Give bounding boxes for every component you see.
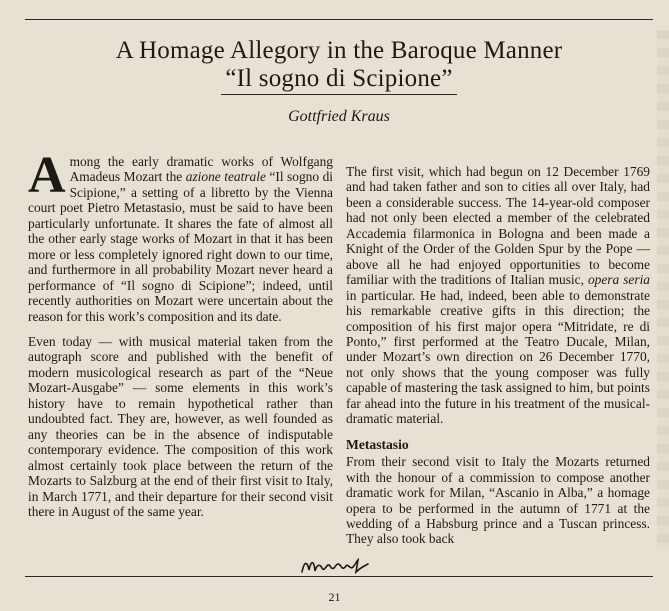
paragraph-intro-emphasis: azione teatrale: [185, 169, 266, 185]
mozart-signature-logo: [0, 556, 669, 576]
paragraph-first-visit-text-a: The first visit, which had begun on 12 December 1769 and had taken father and son to cities all over Italy, had been a considerable success. The 14-year-old composer had not only been elected a member of the celebrated Accademia filarmonica in Bologna and been made a Knight of the Order of the Golden Spur by the Pope — above all he had enjoyed opportunities to become familiar with the traditions of Italian music,: [346, 164, 650, 288]
article-title-line-2: [25, 66, 653, 91]
paragraph-second-visit: From their second visit to Italy the Mozarts returned with the honour of a commission to compose another dramatic work for Milan, “Ascanio in Alba,” a homage opera to be performed in the autumn of 1771 at the wedding of a Habsburg prince and a Tuscan princess. They also took back: [346, 454, 650, 547]
page-number: 21: [328, 590, 341, 604]
paragraph-intro-text-b: “Il sogno di Scipione,” a setting of a libretto by the Vienna court poet Pietro Metastasio, must be said to have been particularly unfortunate. It shares the fate of almost all the other early stage works of Mozart in that it has been more or less completely ignored right down to our time, and furthermore in all probability Mozart never heard a performance of “Il sogno di Scipione”; indeed, until recently authorities on Mozart were uncertain about the reason for this work’s composition and its date.: [28, 169, 333, 324]
left-column: [28, 147, 333, 529]
author-byline: Gottfried Kraus: [288, 108, 390, 125]
paragraph-first-visit-text-b: in particular. He had, indeed, been able to demonstrate his remarkable creative gifts in this direction; the composition of his first major opera “Mitridate, re di Ponto,” first performed at the Teatro Ducale, Milan, under Mozart’s own direction on 26 December 1770, not only shows that the young composer was fully capable of mastering the task assigned to him, but points far ahead into the future in his treatment of the musical-dramatic material.: [346, 287, 650, 427]
section-heading-metastasio: Metastasio: [346, 436, 409, 452]
show-through-text: [657, 30, 669, 550]
signature-icon: [298, 556, 372, 576]
drop-cap: A: [28, 147, 66, 204]
paragraph-intro: [28, 147, 333, 324]
right-column: [346, 164, 650, 557]
paragraph-even-today: Even today — with musical material taken from the autograph score and published with the benefit of modern musicological research as part of the “Neue Mozart-Ausgabe” — some elements in this work’s history have to remain hypothetical rather than undoubted fact. They are, however, as well founded as any theories can be in the absence of indisputable contemporary evidence. The composition of this work almost certainly took place between the return of the Mozarts to Salzburg at the end of their first visit to Italy, in March 1771, and their departure for their second visit there in August of the same year.: [28, 333, 333, 519]
article-title-line-2-text: “Il sogno di Scipione”: [221, 65, 456, 95]
bottom-rule: [25, 576, 653, 577]
paragraph-first-visit-emphasis: opera seria: [587, 272, 650, 288]
article-title-line-1: A Homage Allegory in the Baroque Manner: [115, 37, 563, 64]
paragraph-first-visit: [346, 164, 650, 427]
top-rule: [25, 19, 653, 20]
paragraph-intro-text-a: mong the early dramatic works of Wolfgang Amadeus Mozart the: [69, 154, 333, 185]
